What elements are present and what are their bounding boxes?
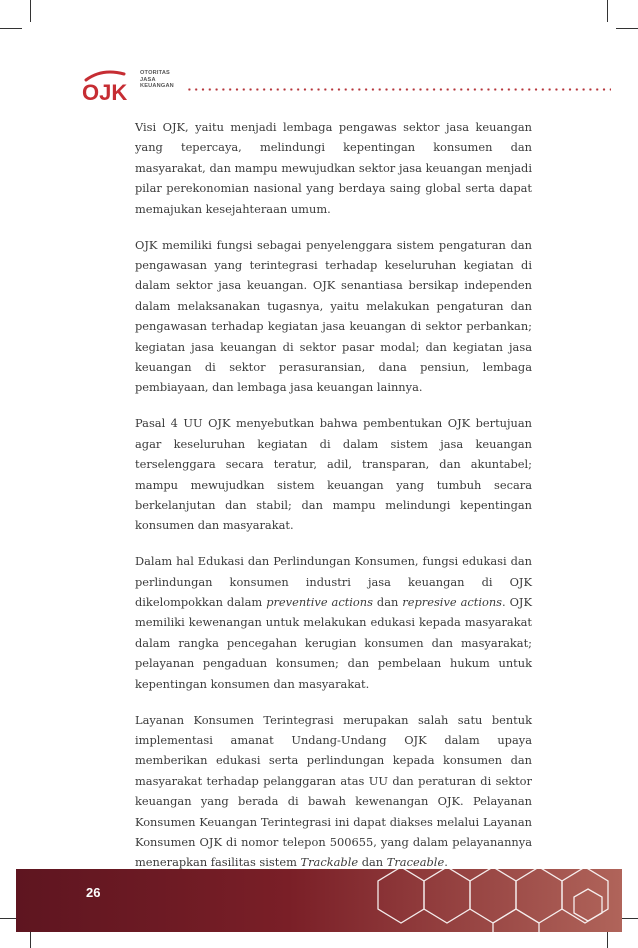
body-paragraph: [135, 413, 532, 535]
body-paragraph: [135, 710, 532, 873]
hexagon-pattern: [16, 869, 622, 932]
crop-mark: [616, 28, 638, 29]
footer-band: [16, 869, 622, 932]
body-paragraph: [135, 235, 532, 398]
ojk-logo: [80, 66, 200, 106]
logo-line: JASA: [140, 76, 156, 83]
italic-term: Trackable: [300, 855, 359, 870]
logo-caption: [140, 70, 200, 90]
paragraph-text: Layanan Konsumen Terintegrasi merupakan salah satu bentuk implementasi amanat Undang-Undang OJK dalam upaya memberikan edukasi serta perlindungan kepada konsumen dan masyarakat terhadap pelanggaran atas UU dan peraturan di sektor keuangan yang berada di bawah kewenangan OJK. Pelayanan Konsumen Keuangan Terintegrasi ini dapat diakses melalui Layanan Konsumen OJK di nomor telepon 500655, yang dalam pelayanannya menerapkan fasilitas sistem: [135, 712, 532, 870]
crop-mark: [0, 28, 22, 29]
italic-term: preventive actions: [266, 595, 373, 610]
paragraph-text: Dalam hal Edukasi dan Perlindungan Konsumen, fungsi edukasi dan perlindungan konsumen industri jasa keuangan di OJK dikelompokkan dalam: [135, 554, 532, 610]
paragraph-text: dan: [372, 595, 403, 610]
paragraph-text: . OJK memiliki kewenangan untuk melakukan edukasi kepada masyarakat dalam rangka pencegahan kerugian konsumen dan masyarakat; pelayanan pengaduan konsumen; dan pembelaan hukum untuk kepentingan konsumen dan masyarakat.: [135, 595, 533, 691]
crop-mark: [30, 0, 31, 22]
logo-line: OTORITAS: [140, 70, 170, 76]
body-paragraph: [135, 117, 532, 219]
body-paragraph: [135, 551, 532, 694]
body-text: [135, 117, 532, 888]
logo-wordmark: OJK: [82, 80, 128, 105]
ojk-logo-mark: [80, 66, 140, 106]
page-number: 26: [86, 885, 101, 900]
italic-term: represive actions: [402, 595, 503, 610]
crop-mark: [607, 0, 608, 22]
logo-line: KEUANGAN: [140, 83, 174, 90]
italic-term: Traceable: [386, 855, 445, 870]
paragraph-text: .: [444, 855, 448, 870]
paragraph-text: dan: [358, 855, 387, 870]
paragraph-text: OJK memiliki fungsi sebagai penyelenggara sistem pengaturan dan pengawasan yang terintegrasi terhadap keseluruhan kegiatan di dalam sektor jasa keuangan. OJK senantiasa bersikap independen dalam melaksanakan tugasnya, yaitu melakukan pengaturan dan pengawasan terhadap kegiatan jasa keuangan di sektor perbankan; kegiatan jasa keuangan di sektor pasar modal; dan kegiatan jasa keuangan di sektor perasuransian, dana pensiun, lembaga pembiayaan, dan lembaga jasa keuangan lainnya.: [135, 237, 532, 395]
header-dotted-rule: [186, 88, 611, 91]
paragraph-text: Pasal 4 UU OJK menyebutkan bahwa pembentukan OJK bertujuan agar keseluruhan kegiatan di dalam sistem jasa keuangan terselenggara secara teratur, adil, transparan, dan akuntabel; mampu mewujudkan sistem keuangan yang tumbuh secara berkelanjutan dan stabil; dan mampu melindungi kepentingan konsumen dan masyarakat.: [135, 416, 532, 533]
paragraph-text: Visi OJK, yaitu menjadi lembaga pengawas sektor jasa keuangan yang tepercaya, melindungi kepentingan konsumen dan masyarakat, dan mampu mewujudkan sektor jasa keuangan menjadi pilar perekonomian nasional yang berdaya saing global serta dapat memajukan kesejahteraan umum.: [135, 120, 532, 216]
